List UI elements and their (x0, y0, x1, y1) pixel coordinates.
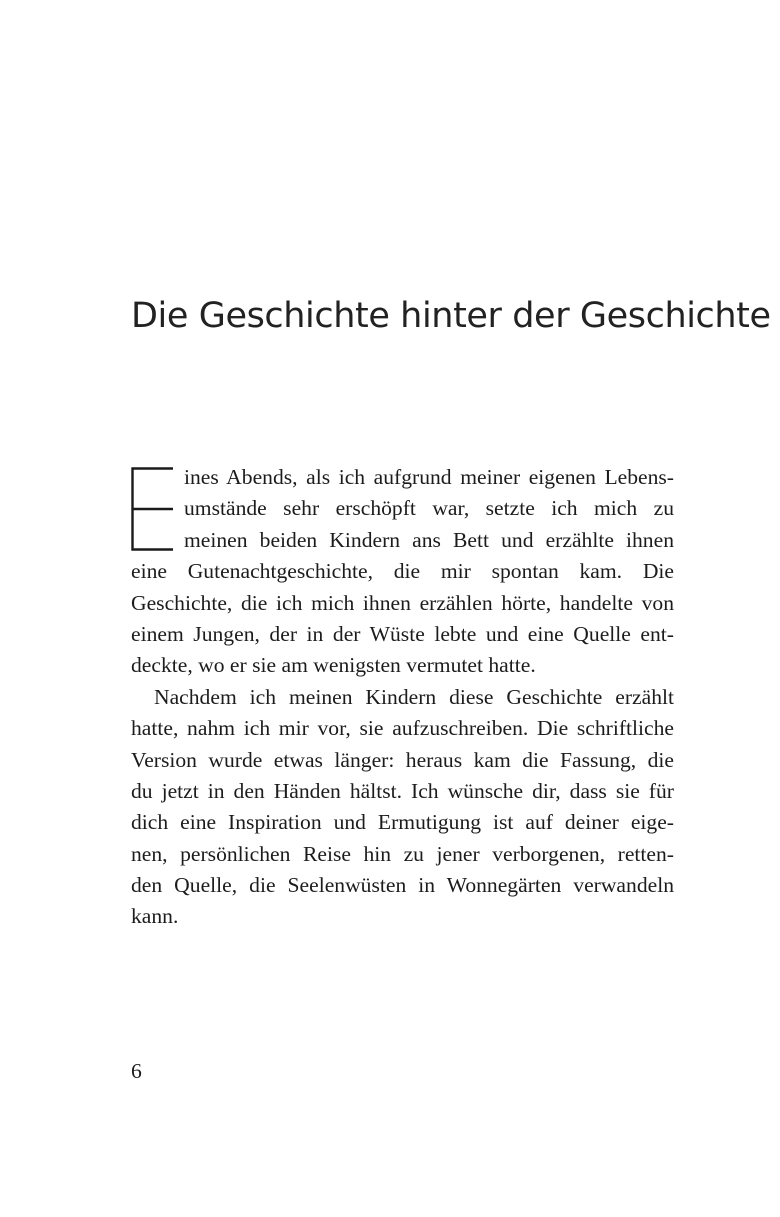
paragraph-1 (131, 462, 674, 682)
text-line: dich eine Inspiration und Ermutigung ist auf deiner eige- (131, 810, 674, 835)
text-line: du jetzt in den Händen hältst. Ich wünsche dir, dass sie für (131, 778, 674, 803)
text-line: ines Abends, als ich aufgrund meiner eigenen Lebens- (184, 465, 674, 489)
page-number: 6 (131, 1059, 142, 1083)
text-line: deckte, wo er sie am wenigsten vermutet hatte. (131, 653, 536, 678)
text-line: Nachdem ich meinen Kindern diese Geschichte erzählt (154, 684, 674, 709)
paragraph-2 (131, 682, 674, 933)
text-line: Geschichte, die ich mich ihnen erzählen hörte, handelte von (131, 590, 674, 615)
text-line: den Quelle, die Seelenwüsten in Wonnegärten verwandeln (131, 873, 674, 898)
text-line: einem Jungen, der in der Wüste lebte und eine Quelle ent- (131, 621, 674, 646)
text-line: eine Gutenachtgeschichte, die mir spontan kam. Die (131, 559, 674, 584)
body-text (131, 462, 674, 933)
drop-cap-e-glyph (131, 467, 175, 551)
chapter-title: Die Geschichte hinter der Geschichte (131, 296, 771, 336)
text-line: hatte, nahm ich mir vor, sie aufzuschreiben. Die schriftliche (131, 716, 674, 741)
text-line: nen, persönlichen Reise hin zu jener verborgenen, retten- (131, 841, 674, 866)
text-line: kann. (131, 904, 179, 929)
text-line: Version wurde etwas länger: heraus kam die Fassung, die (131, 747, 674, 772)
text-line: umstände sehr erschöpft war, setzte ich mich zu (184, 496, 674, 521)
text-line: meinen beiden Kindern ans Bett und erzählte ihnen (184, 527, 674, 552)
drop-cap (131, 467, 175, 551)
